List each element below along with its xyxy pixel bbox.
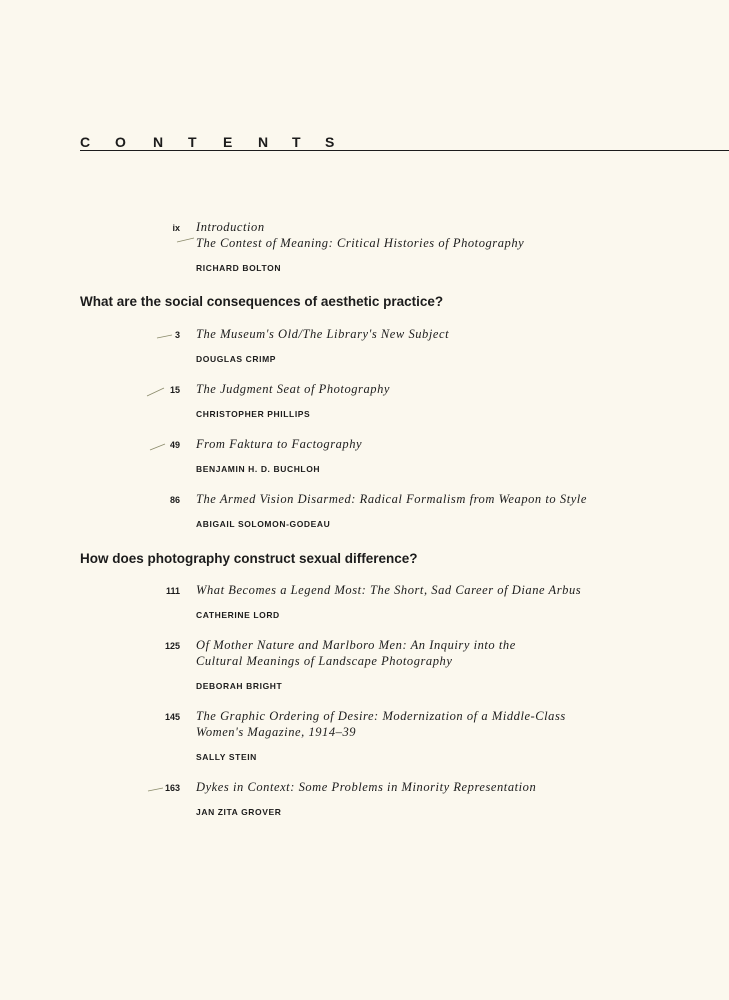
entry-title: The Judgment Seat of Photography [196, 382, 390, 396]
entry-title: The Armed Vision Disarmed: Radical Formalism from Weapon to Style [196, 492, 587, 506]
contents-letter: N [258, 134, 269, 150]
entry-author: ABIGAIL SOLOMON-GODEAU [196, 519, 331, 529]
entry-author: CATHERINE LORD [196, 610, 280, 620]
entry-title: From Faktura to Factography [196, 437, 363, 451]
page-number: 145 [164, 712, 180, 722]
page-number: 163 [164, 783, 180, 793]
page-number: 86 [169, 495, 180, 505]
page-number: 111 [165, 586, 180, 596]
contents-letter: S [325, 134, 335, 150]
page-number: 15 [169, 385, 180, 395]
entry-title-line-1: Of Mother Nature and Marlboro Men: An Inquiry into the [196, 638, 516, 652]
entry-title-line-2: Women's Magazine, 1914–39 [196, 725, 357, 739]
section-heading: How does photography construct sexual difference? [80, 551, 418, 566]
intro-label: Introduction [196, 220, 265, 234]
entry-title: The Contest of Meaning: Critical Histories of Photography [196, 236, 525, 250]
contents-letter: O [115, 134, 126, 150]
entry-author: DEBORAH BRIGHT [196, 681, 283, 691]
contents-heading [80, 134, 380, 150]
page-number: 49 [169, 440, 180, 450]
entry-author: CHRISTOPHER PHILLIPS [196, 409, 311, 419]
entry-author: JAN ZITA GROVER [196, 807, 282, 817]
entry-author: SALLY STEIN [196, 752, 257, 762]
entry-title-line-1: The Graphic Ordering of Desire: Modernization of a Middle-Class [196, 709, 566, 723]
entry-author: BENJAMIN H. D. BUCHLOH [196, 464, 321, 474]
heading-rule [80, 150, 729, 151]
section-heading: What are the social consequences of aesthetic practice? [80, 294, 444, 309]
contents-letter: E [223, 134, 233, 150]
entry-title: The Museum's Old/The Library's New Subject [196, 327, 450, 341]
pencil-tick-icon [176, 236, 196, 244]
contents-letter: C [80, 134, 91, 150]
contents-letter: N [153, 134, 164, 150]
contents-letter: T [292, 134, 301, 150]
page-number: 125 [164, 641, 180, 651]
page-number: 3 [174, 330, 180, 340]
entry-author: DOUGLAS CRIMP [196, 354, 277, 364]
entry-author: RICHARD BOLTON [196, 263, 282, 273]
contents-letter: T [188, 134, 197, 150]
entry-title: What Becomes a Legend Most: The Short, Sad Career of Diane Arbus [196, 583, 582, 597]
entry-title: Dykes in Context: Some Problems in Minority Representation [196, 780, 537, 794]
page-number: ix [172, 223, 180, 233]
entry-title-line-2: Cultural Meanings of Landscape Photography [196, 654, 453, 668]
